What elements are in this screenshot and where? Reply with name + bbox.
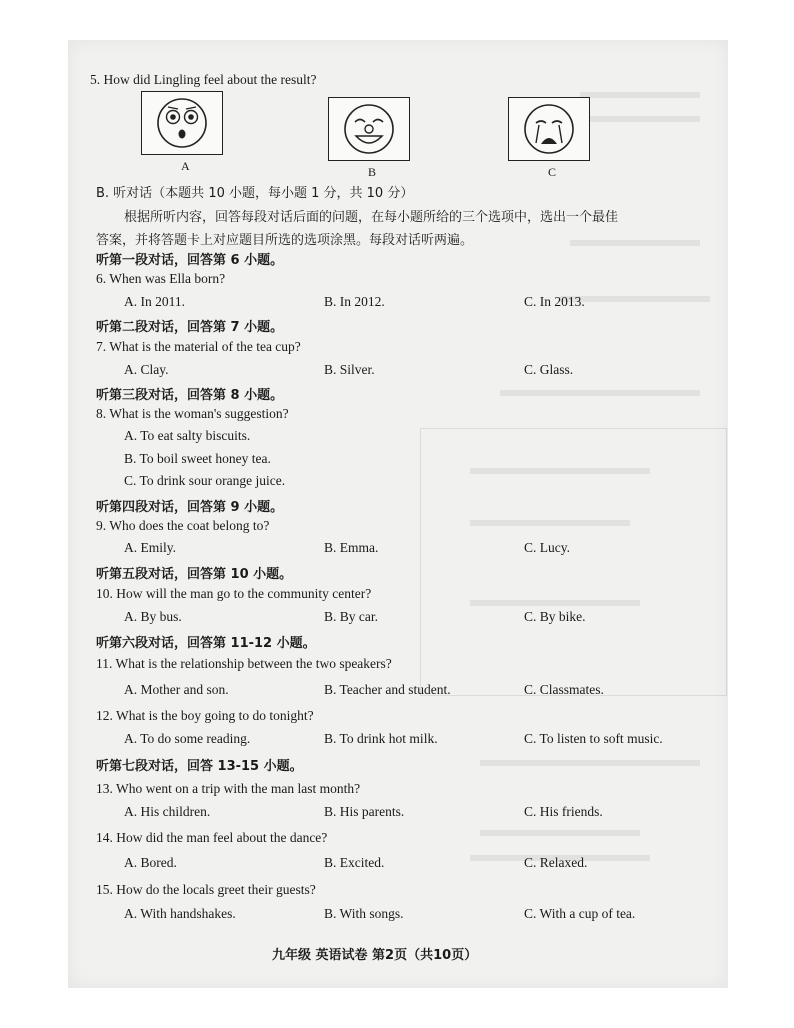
option-a-label: A [181, 159, 190, 173]
option-a: A. By bus. [124, 609, 182, 624]
crying-face-icon [509, 98, 589, 160]
page-footer: 九年级 英语试卷 第2页（共10页） [272, 948, 478, 963]
dialogue-heading: 听第四段对话，回答第 9 小题。 [96, 500, 284, 515]
section-b-instruction-1: 根据所听内容，回答每段对话后面的问题，在每小题所给的三个选项中，选出一个最佳 [124, 210, 619, 225]
question-text: 14. How did the man feel about the dance? [96, 830, 328, 845]
option-c: C. In 2013. [524, 294, 585, 309]
option-b: B. By car. [324, 609, 378, 624]
question-text: 7. What is the material of the tea cup? [96, 339, 301, 354]
option-a: A. Bored. [124, 855, 177, 870]
question-text: 15. How do the locals greet their guests? [96, 882, 316, 897]
dialogue-heading: 听第二段对话，回答第 7 小题。 [96, 320, 284, 335]
option-c-picture [508, 97, 590, 161]
dialogue-heading: 听第六段对话，回答第 11-12 小题。 [96, 636, 316, 651]
option-c: C. Classmates. [524, 682, 604, 697]
option-a: A. His children. [124, 804, 211, 819]
option-b: B. In 2012. [324, 294, 385, 309]
option-b: B. To drink hot milk. [324, 731, 438, 746]
option-a: A. To do some reading. [124, 731, 251, 746]
option-b: B. His parents. [324, 804, 405, 819]
question-5: 5. How did Lingling feel about the result? [90, 72, 317, 87]
option-b: B. Emma. [324, 540, 379, 555]
section-b-instruction-2: 答案，并将答题卡上对应题目所选的选项涂黑。每段对话听两遍。 [96, 233, 474, 248]
option-a: A. Emily. [124, 540, 176, 555]
question-text: 13. Who went on a trip with the man last month? [96, 781, 361, 796]
option-a: A. Mother and son. [124, 682, 229, 697]
option-c: C. Lucy. [524, 540, 570, 555]
option-a-picture [141, 91, 223, 155]
section-b-title: B. 听对话（本题共 10 小题，每小题 1 分，共 10 分） [96, 186, 414, 201]
option-b: B. With songs. [324, 906, 404, 921]
dialogue-heading: 听第一段对话，回答第 6 小题。 [96, 253, 284, 268]
question-text: 9. Who does the coat belong to? [96, 518, 270, 533]
option-line: A. To eat salty biscuits. [124, 428, 251, 443]
option-line: B. To boil sweet honey tea. [124, 451, 271, 466]
option-c: C. To listen to soft music. [524, 731, 663, 746]
option-a: A. In 2011. [124, 294, 185, 309]
dialogue-heading: 听第五段对话，回答第 10 小题。 [96, 567, 293, 582]
option-b: B. Teacher and student. [324, 682, 451, 697]
question-text: 11. What is the relationship between the two speakers? [96, 656, 392, 671]
laughing-face-icon [329, 98, 409, 160]
question-text: 12. What is the boy going to do tonight? [96, 708, 314, 723]
option-b: B. Silver. [324, 362, 375, 377]
option-c: C. His friends. [524, 804, 603, 819]
surprised-face-icon [142, 92, 222, 154]
dialogue-heading: 听第三段对话，回答第 8 小题。 [96, 388, 284, 403]
question-text: 6. When was Ella born? [96, 271, 226, 286]
option-b: B. Excited. [324, 855, 385, 870]
option-line: C. To drink sour orange juice. [124, 473, 286, 488]
option-b-label: B [368, 165, 377, 179]
option-c: C. Relaxed. [524, 855, 588, 870]
option-c: C. By bike. [524, 609, 586, 624]
dialogue-heading: 听第七段对话，回答 13-15 小题。 [96, 759, 303, 774]
question-text: 10. How will the man go to the community center? [96, 586, 372, 601]
option-b-picture [328, 97, 410, 161]
option-c: C. Glass. [524, 362, 574, 377]
question-text: 8. What is the woman's suggestion? [96, 406, 289, 421]
option-c: C. With a cup of tea. [524, 906, 636, 921]
option-c-label: C [548, 165, 557, 179]
option-a: A. Clay. [124, 362, 169, 377]
option-a: A. With handshakes. [124, 906, 236, 921]
